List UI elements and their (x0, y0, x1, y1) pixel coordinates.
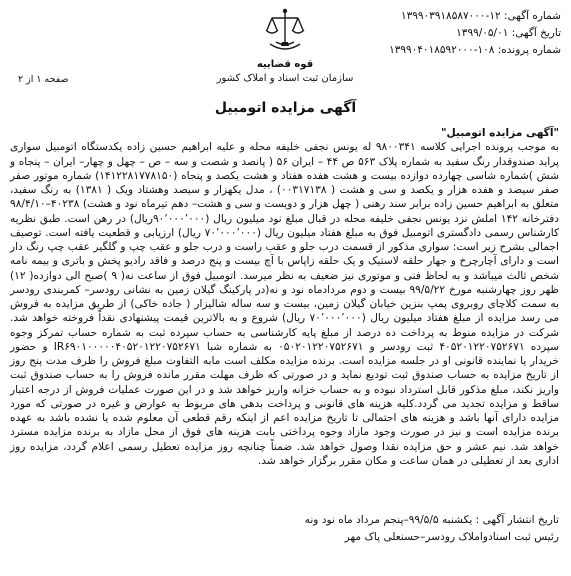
document-title: آگهی مزایده اتومبیل (214, 100, 357, 116)
ad-number: شماره آگهی: ۱۲-۱۳۹۹۰۳۹۱۸۵۸۷۰۰۰ (400, 10, 561, 22)
page-number: صفحه ۱ از ۲ (18, 74, 69, 85)
document-body (10, 126, 559, 468)
auction-text: به موجب پرونده اجرایی کلاسه ۹۸۰۰۳۴۱ له یونس نجفی خلیفه محله و علیه ابراهیم حسین زاده یکدستگاه اتومبیل سواری پراید صندوقدار رنگ سفید به شماره پلاک ۵۶۳ ص ۴۴ – ایران ۵۶ ( پانصد و شصت و سه – ص – چهل و چهار– ایران – پنجاه و شش )شماره شاسی چهارده دوازده بیست و هشت هفده هفتاد و هشت یکصد و پنجاه (۱۴۱۲۲۸۱۷۷۸۱۵۰) شماره موتور صفر صفر سیصد و هفده هزار و یکصد و سی و هشت ( ۰۰۳۱۷۱۳۸) ، مدل یکهزار و سیصد وهشتاد ویک ( ۱۳۸۱) به رنگ سفید، متعلق به ابراهیم حسین زاده برابر سند رهنی ( چهل هزار و دویست و سی و هشت– دهم تیرماه نود و هشت) ۴۰۲۳۸–۹۸/۴/۱۰ دفترخانه ۱۴۲ املش نزد یونس نجفی خلیفه محله در قبال مبلغ نود میلیون ریال (۹۰٬۰۰۰٬۰۰۰ریال) در رهن است. طبق نظریه کارشناس رسمی دادگستری اتومبیل فوق به مبلغ هفتاد میلیون ریال (۷۰٬۰۰۰٬۰۰۰ ریال) ارزیابی و قطعیت یافته است. توصیف اجمالی بشرح زیر است: سواری مذکور از قسمت درب جلو و عقب راست و درب جلو و عقب چپ و گلگیر عقب چپ رنگ دار است و دارای آچارچرخ و جهار حلقه لاستیک و یک حلقه زاپاس با آچ بیست و پنج درصد و فاقد رادیو پخش و باتری و بیمه نامه شخص ثالث میباشد و به لحاظ فنی و موتوری نیز ضعیف به نظر میرسد. اتومبیل فوق از ساعت نه( ۹ )صبح الی دوازده( ۱۲) ظهر روز چهارشنبه مورخ ۹۹/۵/۲۲ بیست و دوم مردادماه نود و نه(در پارکینگ گیلان زمین به نشانی رودسر– کمربندی رودسر به سمت کلاچای روبروی پمپ بنزین خیابان گیلان زمین، بیست و سه ساله شالیزار ( جاده خاکی) از طریق مزایده به فروش می رسد مزایده از مبلغ هفتاد میلیون ریال (۷۰٬۰۰۰٬۰۰۰ ریال) شروع و به بالاترین قیمت پیشنهادی نقداً فروخته خواهد شد. شرکت در مزایده منوط به پرداخت ده درصد از مبلغ پایه کارشناسی به حساب سپرده ثبت به شماره حساب تمرکز وجوه سپرده ۴۰۵۲۰۱۲۲۰۷۵۲۶۷۱ ثبت رودسر و ۰۵۰۲۰۱۲۲۰۷۵۲۶۷۱ به شماره شبا IR۶۹۰۱۰۰۰۰۰۴۰۵۲۰۱۲۲۰۷۵۲۶۷۱ و حضور خریدار یا نماینده قانونی او در جلسه مزایده است. برنده مزایده مکلف است مابه التفاوت مبلغ فروش را ظرف مدت پنج روز از تاریخ مزایده به حساب صندوق ثبت تودیع نماید و در صورتی که ظرف مهلت مقرر مانده فروش را به حساب صندوق ثبت واریز نکند، مبلغ مذکور قابل استرداد نبوده و به حساب خزانه واریز خواهد شد و در این صورت عملیات فروش از درجه اعتبار ساقط و مزایده تجدید می گردد.کلیه هزینه های قانونی و پرداخت بدهی های مربوط به عوارض و غیره در صورتی که مورد مزایده دارای آنها باشد و هزینه های احتمالی تا تاریخ مزایده اعم از اینکه رقم قطعی آن معلوم شده یا نشده باشد به عهده برنده مزایده است و نیز در صورت وجود مازاد وجوه پرداختی بابت هزینه های فوق از محل مازاد به برنده مزایده مسترد خواهد شد. نیم عشر و حق مزایده نقدا وصول خواهد شد. ضمناً چنانچه روز مزایده تعطیل رسمی اعلام گردد، مزایده روز اداری بعد از تعطیلی در همان ساعت و مکان مقرر برگزار خواهد شد. (10, 141, 560, 467)
signatory: رئیس ثبت اسنادواملاک رودسر–حسنعلی پاک مهر (344, 531, 559, 543)
quoted-title: "آگهی مزایده اتومبیل" (441, 127, 559, 139)
ad-date: تاریخ آگهی: ۱۳۹۹/۰۵/۰۱ (456, 27, 561, 39)
ad-meta (331, 8, 561, 59)
file-number: شماره پرونده: ۱۰۸-۱۳۹۹۰۴۰۱۸۵۹۲۰۰۰ (389, 44, 561, 56)
document-header (0, 0, 571, 100)
emblem-caption: قوه قضاییه (256, 59, 314, 70)
document-footer (10, 512, 559, 546)
judiciary-emblem-icon (262, 6, 308, 56)
publish-date: تاریخ انتشار آگهی : یکشنبه ۹۹/۵/۵–پنجم مرداد ماه نود ونه (304, 514, 559, 526)
organization-name: سازمان ثبت اسناد و املاک کشور (216, 73, 354, 84)
